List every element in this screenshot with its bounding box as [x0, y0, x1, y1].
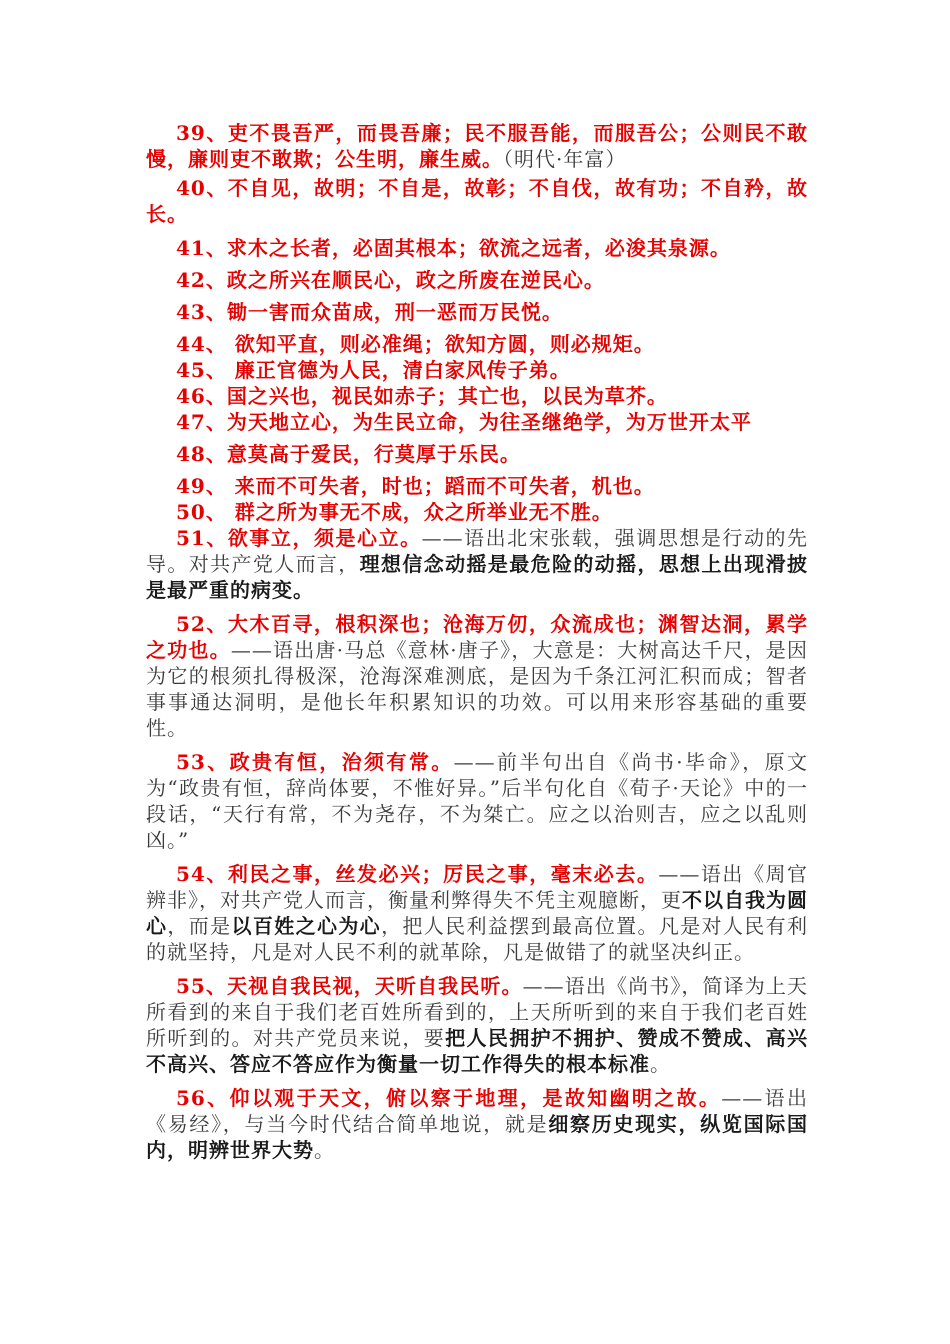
quote-explanation: ——语出唐·马总《意林·唐子》，大意是：大树高达千尺，是因为它的根须扎得极深，沧海深难测底，是因为千条江河汇积而成；智者事事通达洞明，是他长年积累知识的功效。可以用来形容基础的重要性。	[146, 638, 808, 740]
quote-text: 48、意莫高于爱民，行莫厚于乐民。	[176, 442, 521, 466]
quote-explanation: ——语出《易经》，与当今时代结合简单地说，就是	[146, 1086, 809, 1136]
quote-text: 49、 来而不可失者，时也；蹈而不可失者，机也。	[176, 474, 655, 498]
quote-text: 40、不自见，故明；不自是，故彰；不自伐，故有功；不自矜，故长。	[146, 176, 808, 226]
quote-text: 47、为天地立心，为生民立命，为往圣继绝学，为万世开太平	[176, 410, 752, 434]
quote-39	[146, 120, 808, 172]
quote-44	[146, 331, 808, 357]
quote-text: 41、求木之长者，必固其根本；欲流之远者，必浚其泉源。	[176, 236, 731, 260]
quote-explanation: ——前半句出自《尚书·毕命》，原文为“政贵有恒，辞尚体要，不惟好异。”后半句化自《荀子·天论》中的一段话，“天行有常，不为尧存，不为桀亡。应之以治则吉，应之以乱则凶。”	[146, 750, 808, 852]
quote-explanation: ，而是	[167, 914, 232, 938]
quote-text: 53、政贵有恒，治须有常。	[176, 750, 454, 774]
quote-text: 39、吏不畏吾严，而畏吾廉；民不服吾能，而服吾公；公则民不敢慢，廉则吏不敢欺；公生明，廉生威。	[146, 121, 808, 171]
quote-53	[146, 749, 808, 853]
quote-52	[146, 611, 808, 741]
quote-40	[146, 175, 808, 227]
quote-49	[146, 473, 808, 499]
quote-43	[146, 299, 808, 325]
document-page	[146, 120, 808, 1163]
quote-text: 55、天视自我民视，天听自我民听。	[176, 974, 523, 998]
quote-42	[146, 267, 808, 293]
quote-48	[146, 441, 808, 467]
quote-51	[146, 525, 808, 603]
quote-explanation: 。	[314, 1138, 335, 1162]
quote-text: 50、 群之所为事无不成，众之所举业无不胜。	[176, 500, 613, 524]
quote-text: 44、 欲知平直，则必准绳；欲知方圆，则必规矩。	[176, 332, 655, 356]
quote-56	[146, 1085, 808, 1163]
quote-emphasis: 把人民拥护不拥护、赞成不赞成、高兴不高兴、答应不答应作为衡量一切工作得失的根本标准	[146, 1026, 809, 1076]
quote-emphasis: 理想信念动摇是最危险的动摇，思想上出现滑披是最严重的病变。	[146, 552, 809, 602]
quote-text: 43、锄一害而众苗成，刑一恶而万民悦。	[176, 300, 563, 324]
quote-text: 52、大木百寻，根积深也；沧海万仞，众流成也；渊智达洞，累学之功也。	[146, 612, 808, 662]
quote-explanation: ——语出《周官辨非》，对共产党人而言，衡量利弊得失不凭主观臆断，更	[146, 862, 808, 912]
quote-source: （明代·年富）	[503, 147, 627, 171]
quote-text: 42、政之所兴在顺民心，政之所废在逆民心。	[176, 268, 605, 292]
quote-50	[146, 499, 808, 525]
quote-emphasis: 不以自我为圆心	[146, 888, 808, 938]
quote-45	[146, 357, 808, 383]
quote-54	[146, 861, 808, 965]
quote-41	[146, 235, 808, 261]
quote-text: 46、国之兴也，视民如赤子；其亡也，以民为草芥。	[176, 384, 668, 408]
quote-text: 45、 廉正官德为人民，清白家风传子弟。	[176, 358, 571, 382]
quote-explanation: ——语出《尚书》，简译为上天所看到的来自于我们老百姓所看到的，上天所听到的来自于我们老百姓所听到的。对共产党员来说，要	[146, 974, 808, 1050]
quote-text: 51、欲事立，须是心立。	[176, 526, 422, 550]
quote-explanation: ，把人民利益摆到最高位置。凡是对人民有利的就坚持，凡是对人民不利的就革除，凡是做错了的就坚决纠正。	[146, 914, 809, 964]
quote-46	[146, 383, 808, 409]
quote-text: 56、仰以观于天文，俯以察于地理，是故知幽明之故。	[176, 1086, 722, 1110]
quote-text: 54、利民之事，丝发必兴；厉民之事，毫末必去。	[176, 862, 659, 886]
quote-explanation: ——语出北宋张载，强调思想是行动的先导。对共产党人而言，	[146, 526, 808, 576]
quote-emphasis: 细察历史现实，纵览国际国内，明辨世界大势	[146, 1112, 809, 1162]
quote-emphasis: 以百姓之心为心	[231, 914, 382, 938]
quote-explanation: 。	[650, 1052, 671, 1076]
quote-55	[146, 973, 808, 1077]
quote-47	[146, 409, 808, 435]
